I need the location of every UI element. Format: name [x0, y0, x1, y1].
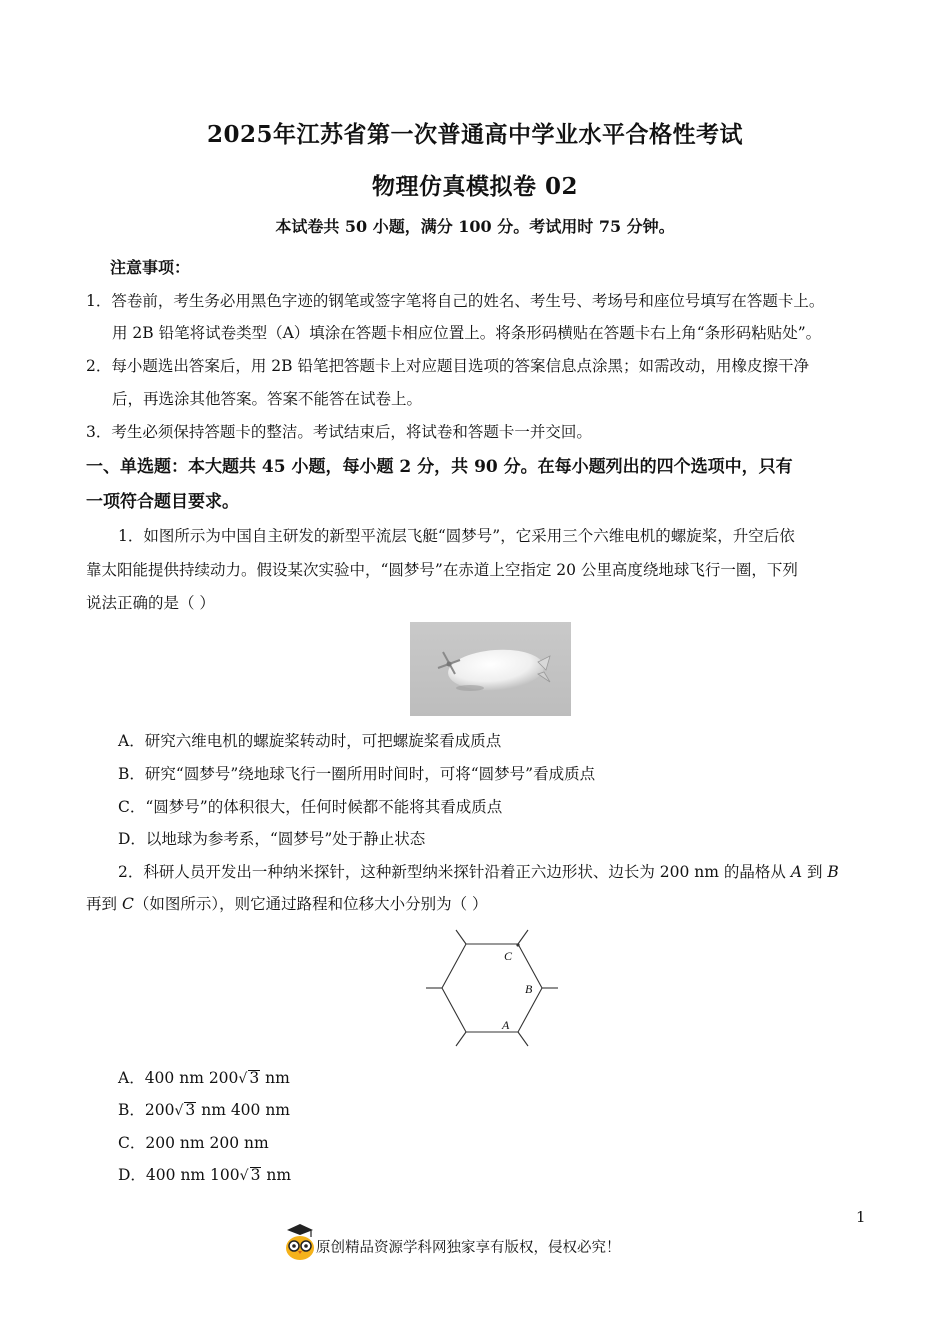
- q2-option-d: D．400 nm 100√ 3 nm: [118, 1166, 292, 1184]
- exam-info: 本试卷共 50 小题，满分 100 分。考试用时 75 分钟。: [275, 217, 675, 236]
- notes-heading: 注意事项：: [110, 258, 191, 277]
- q2-option-c: C．200 nm 200 nm: [118, 1134, 269, 1152]
- note-line: 2．每小题选出答案后，用 2B 铅笔把答题卡上对应题目选项的答案信息点涂黑；如需改动，用橡皮擦干净: [86, 357, 809, 375]
- question-2-text: 2．科研人员开发出一种纳米探针，这种新型纳米探针沿着正六边形状、边长为 200 nm 的晶格从 A 到 B: [118, 863, 839, 881]
- paper-title: 物理仿真模拟卷 02: [371, 173, 578, 200]
- section-heading-cont: 一项符合题目要求。: [86, 492, 239, 512]
- copyright-notice: 原创精品资源学科网独家享有版权，侵权必究！: [316, 1240, 621, 1256]
- q1-option-a: A．研究六维电机的螺旋桨转动时，可把螺旋桨看成质点: [118, 732, 502, 750]
- q1-option-c: C．“圆梦号”的体积很大，任何时候都不能将其看成质点: [118, 798, 503, 816]
- q2-option-b: B．200√ 3 nm 400 nm: [118, 1101, 291, 1119]
- page-number: 1: [856, 1208, 866, 1226]
- q2-option-a: A．400 nm 200√ 3 nm: [118, 1069, 290, 1087]
- q1-option-b: B．研究“圆梦号”绕地球飞行一圈所用时间时，可将“圆梦号”看成质点: [118, 765, 596, 783]
- note-line: 用 2B 铅笔将试卷类型（A）填涂在答题卡相应位置上。将条形码横贴在答题卡右上角“条形码粘贴处”。: [112, 324, 822, 342]
- note-line: 后，再选涂其他答案。答案不能答在试卷上。: [112, 390, 423, 408]
- question-2-text: 再到 C（如图所示），则它通过路程和位移大小分别为（ ）: [86, 895, 488, 913]
- figure-label-c: C: [504, 949, 513, 963]
- section-heading: 一、单选题：本大题共 45 小题，每小题 2 分，共 90 分。在每小题列出的四个选项中，只有: [86, 457, 793, 477]
- airship-image: [410, 622, 571, 716]
- hexagon-lattice-figure: [424, 924, 560, 1050]
- note-line: 3．考生必须保持答题卡的整洁。考试结束后，将试卷和答题卡一并交回。: [86, 423, 592, 441]
- exam-title: 2025年江苏省第一次普通高中学业水平合格性考试: [206, 121, 743, 148]
- figure-label-b: B: [525, 982, 533, 996]
- figure-label-a: A: [502, 1018, 510, 1032]
- question-1-text: 1．如图所示为中国自主研发的新型平流层飞艇“圆梦号”，它采用三个六维电机的螺旋桨，升空后依: [118, 527, 795, 545]
- note-line: 1．答卷前，考生务必用黑色字迹的钢笔或签字笔将自己的姓名、考生号、考场号和座位号填写在答题卡上。: [86, 292, 825, 310]
- question-1-text: 说法正确的是（ ）: [86, 594, 215, 612]
- question-1-text: 靠太阳能提供持续动力。假设某次实验中，“圆梦号”在赤道上空指定 20 公里高度绕地球飞行一圈，下列: [86, 561, 798, 579]
- q1-option-d: D．以地球为参考系，“圆梦号”处于静止状态: [118, 830, 426, 848]
- owl-mascot-icon: [283, 1222, 317, 1262]
